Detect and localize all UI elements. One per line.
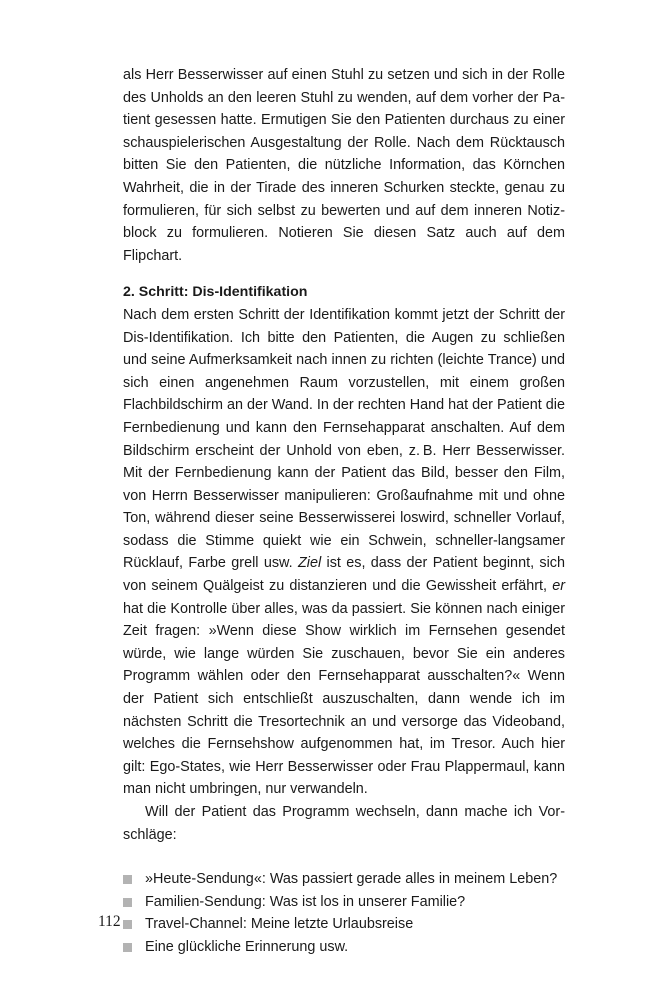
suggestion-list	[123, 868, 565, 958]
square-bullet-icon	[123, 943, 132, 952]
emphasis-ziel: Ziel	[297, 555, 322, 572]
list-item-text: Eine glückliche Erinnerung usw.	[145, 938, 349, 955]
paragraph-program-change: Will der Patient das Programm wechseln, dann mache ich Vorschläge:	[123, 804, 565, 843]
emphasis-er: er	[552, 578, 565, 595]
list-item-text: Travel-Channel: Meine letzte Urlaubsreise	[145, 916, 414, 933]
list-item	[123, 891, 565, 914]
paragraph-dis-identification	[123, 304, 565, 801]
section-heading: 2. Schritt: Dis-Identifikation	[123, 284, 308, 301]
page-body	[123, 64, 565, 959]
list-item	[123, 868, 565, 891]
page-number: 112	[98, 913, 121, 930]
paragraph-text-2: ist es, dass der Patient beginnt, sich von seinem Quälgeist zu distanzieren und die Gewissheit erfährt,	[123, 555, 566, 595]
list-item	[123, 913, 565, 936]
list-item-text: »Heute-Sendung«: Was passiert gerade alles in meinem Leben?	[145, 871, 558, 888]
paragraph-text-3: hat die Kontrolle über alles, was da passiert. Sie können nach einiger Zeit fragen: »Wenn diese Show wirklich im Fernsehen gesendet würde, wie lange würden Sie zuschauen, bevor Sie ein anderes Programm wählen oder den Fernsehapparat ausschalten?« Wenn der Patient sich entschließt auszuschalten, dann wende ich im nächsten Schritt die Tresortechnik an und versorge das Videoband, welches die Fernsehshow aufgenommen hat, im Tresor. Auch hier gilt: Ego-States, wie Herr Besserwisser oder Frau Plappermaul, kann man nicht umbringen, nur verwandeln.	[123, 600, 565, 798]
list-item-text: Familien-Sendung: Was ist los in unserer Familie?	[145, 893, 466, 910]
square-bullet-icon	[123, 875, 132, 884]
square-bullet-icon	[123, 920, 132, 929]
paragraph-text-1: Nach dem ersten Schritt der Identifikation kommt jetzt der Schritt der Dis-Identifikation. Ich bitte den Patienten, die Augen zu schließen und seine Aufmerksamkeit nach innen zu richten (leichte Trance) und sich einen angenehmen Raum vorzustellen, mit einem großen Flachbildschirm an der Wand. In der rechten Hand hat der Patient die Fernbedienung und kann den Fernsehapparat anschalten. Auf dem Bildschirm erscheint der Unhold von eben, z. B. Herr Besserwisser. Mit der Fernbedienung kann der Patient das Bild, besser den Film, von Herrn Besserwisser manipulieren: Großaufnahme mit und ohne Ton, während dieser seine Besserwisserei loswird, schneller Vorlauf, sodass die Stimme quiekt wie ein Schwein, schneller-langsamer Rücklauf, Farbe grell usw.	[123, 306, 565, 572]
paragraph-intro: als Herr Besserwisser auf einen Stuhl zu setzen und sich in der Rolle des Unholds an den leeren Stuhl zu wenden, auf dem vorher der Patient gesessen hatte. Ermutigen Sie den Patienten durchaus zu einer schauspielerischen Ausgestaltung der Rolle. Nach dem Rücktausch bitten Sie den Patienten, die nützliche Information, das Körnchen Wahrheit, die in der Tirade des inneren Schurken steckte, genau zu formulieren, für sich selbst zu bewerten und auf dem inneren Notizblock zu formulieren. Notieren Sie diesen Satz auch auf dem Flipchart.	[123, 67, 565, 264]
list-item	[123, 936, 565, 959]
square-bullet-icon	[123, 898, 132, 907]
